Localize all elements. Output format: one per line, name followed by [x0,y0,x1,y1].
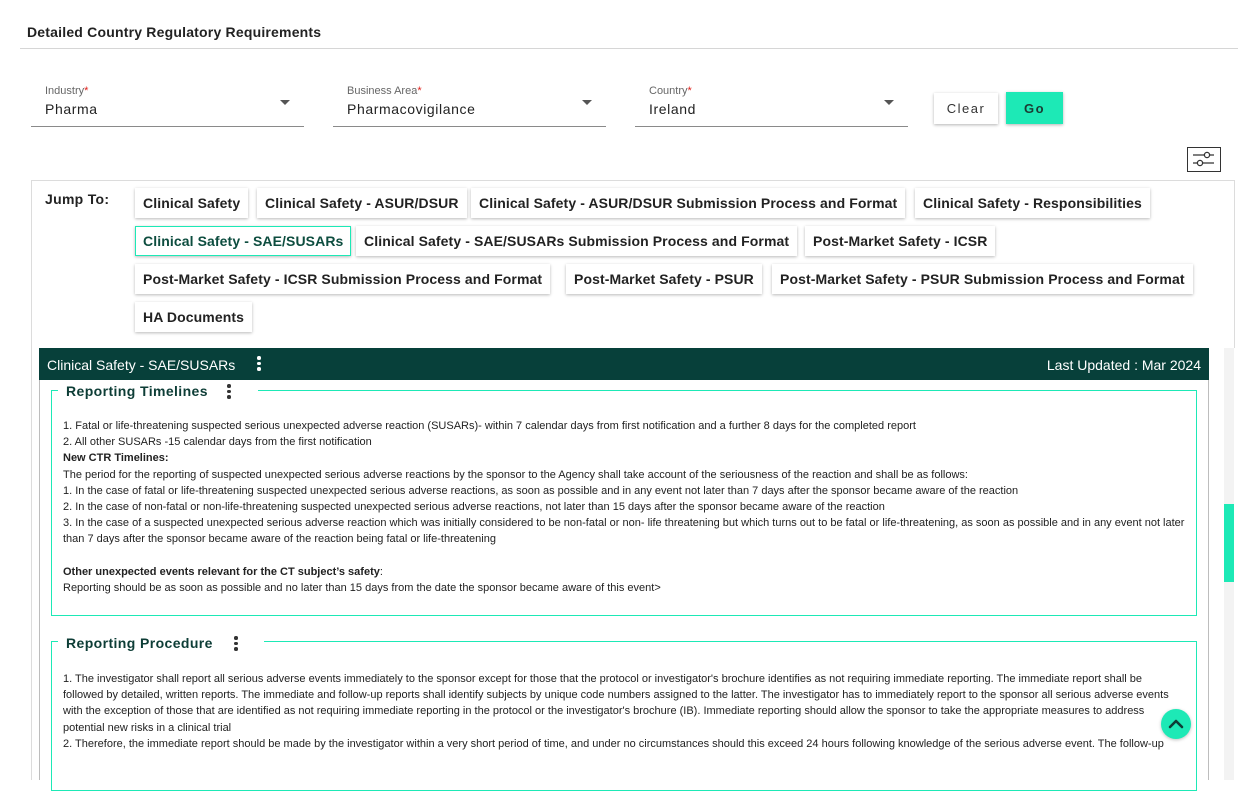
jump-clinical-safety-asur-dsur[interactable]: Clinical Safety - ASUR/DSUR [257,188,467,218]
title-divider [20,48,1238,49]
industry-select[interactable] [31,84,304,127]
reporting-procedure-content: 1. The investigator shall report all serious adverse events immediately to the sponsor except for those that the protocol or investigator's brochure identifies as not requiring immediate reporting. The immediate report shall be followed by detailed, written reports. The immediate and follow-up reports shall identify subjects by unique code numbers assigned to the latter. The investigator has to immediately report to the sponsor all serious adverse events with the exception of those that are identified as not requiring immediate reporting in the protocol or the investigator's brochure (IB). Immediate reporting should allow the sponsor to take the appropriate measures to address potential new risks in a clinical trial 2. Therefore, the immediate report should be made by the investigator within a very short period of time, and under no circumstances should this exceed 24 hours following knowledge of the serious adverse event. The follow-up [63,673,1169,750]
industry-label: Industry* [45,85,89,97]
chevron-down-icon[interactable] [582,100,592,105]
country-value: Ireland [649,101,697,117]
more-vertical-icon[interactable] [234,636,238,653]
jump-post-market-safety-psur[interactable]: Post-Market Safety - PSUR [566,264,762,294]
last-updated: Last Updated : Mar 2024 [1046,357,1201,373]
jump-ha-documents[interactable]: HA Documents [135,302,252,332]
page-title: Detailed Country Regulatory Requirements [27,24,322,40]
section-title: Clinical Safety - SAE/SUSARs [47,357,236,373]
jump-clinical-safety-sae-susars-submission[interactable]: Clinical Safety - SAE/SUSARs Submission Process and Format [356,226,797,256]
chevron-down-icon[interactable] [884,100,894,105]
go-button[interactable]: Go [1006,92,1063,124]
jump-post-market-safety-psur-submission[interactable]: Post-Market Safety - PSUR Submission Process and Format [772,264,1193,294]
business-area-label: Business Area* [347,85,422,97]
business-area-select[interactable] [333,84,606,127]
country-select[interactable] [635,84,908,127]
section-header [39,348,1209,380]
jump-clinical-safety[interactable]: Clinical Safety [135,188,248,218]
reporting-procedure-heading: Reporting Procedure [58,633,264,653]
more-vertical-icon[interactable] [257,356,261,373]
scroll-to-top-button[interactable] [1161,709,1191,739]
filter-settings-button[interactable] [1187,147,1221,172]
arrow-up-icon [1161,709,1191,739]
country-label: Country* [649,85,692,97]
jump-clinical-safety-asur-dsur-submission[interactable]: Clinical Safety - ASUR/DSUR Submission Process and Format [471,188,905,218]
jump-to-label: Jump To: [45,191,110,207]
more-vertical-icon[interactable] [227,384,231,401]
reporting-timelines-heading: Reporting Timelines [58,381,258,401]
reporting-timelines-content: 1. Fatal or life-threatening suspected serious unexpected adverse reaction (SUSARs)- within 7 calendar days from first notification and a further 8 days for the completed report 2. All other SUSARs -15 calendar days from the first notification New CTR Timelines: The period for the reporting of suspected unexpected serious adverse reactions by the sponsor to the Agency shall take account of the seriousness of the reaction and shall be as follows: 1. In the case of fatal or life-threatening suspected unexpected serious adverse reactions, as soon as possible and in any event not later than 7 days after the sponsor became aware of the reaction 2. In the case of non-fatal or non-life-threatening suspected unexpected serious adverse reactions, not later than 15 days after the sponsor became aware of the reaction 3. In the case of a suspected unexpected serious adverse reaction which was initially considered to be non-fatal or non- life threatening but which turns out to be fatal or life-threatening, as soon as possible and in any event not later than 7 days after the sponsor became aware of the reaction being fatal or life-threatening Other unexpected events relevant for the CT subject’s safety: Reporting should be as soon as possible and no later than 15 days from the date the sponsor became aware of this event> [63,420,1185,594]
jump-clinical-safety-sae-susars[interactable]: Clinical Safety - SAE/SUSARs [135,226,351,256]
jump-post-market-safety-icsr[interactable]: Post-Market Safety - ICSR [805,226,995,256]
jump-clinical-safety-responsibilities[interactable]: Clinical Safety - Responsibilities [915,188,1150,218]
scrollbar-thumb[interactable] [1224,504,1234,582]
sliders-icon [1188,148,1219,170]
industry-value: Pharma [45,101,98,117]
chevron-down-icon[interactable] [280,100,290,105]
jump-post-market-safety-icsr-submission[interactable]: Post-Market Safety - ICSR Submission Process and Format [135,264,550,294]
clear-button[interactable]: Clear [934,93,998,124]
business-area-value: Pharmacovigilance [347,101,476,117]
